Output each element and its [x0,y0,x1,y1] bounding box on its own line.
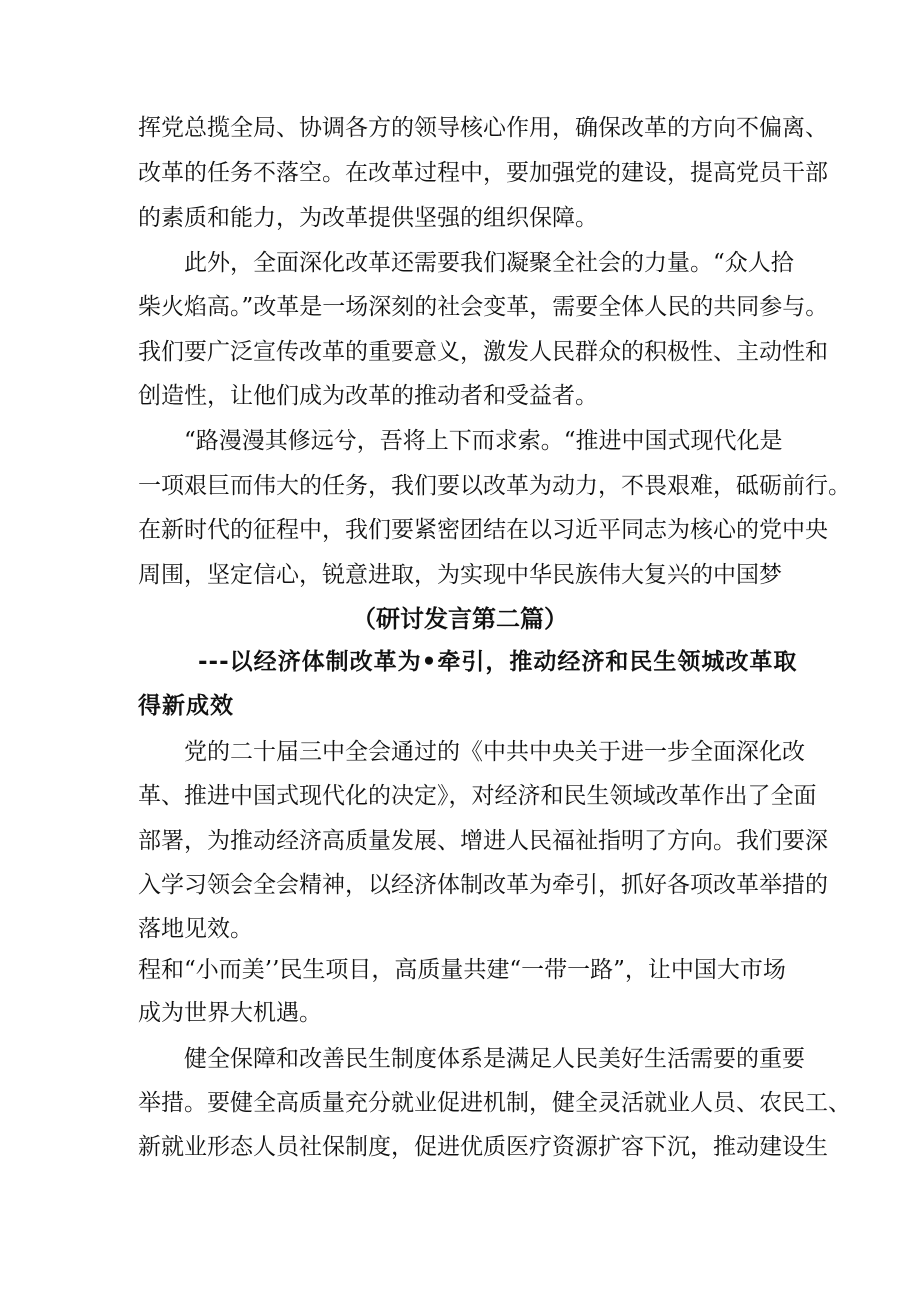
text-line: 一项艰巨而伟大的任务，我们要以改革为动力，不畏艰难，砥砺前行。 [138,473,851,499]
text-line: 创造性，让他们成为改革的推动者和受益者。 [138,383,598,409]
text-line: 改革的任务不落空。在改革过程中，要加强党的建设，提高党员干部 [138,160,828,186]
text-line: 健全保障和改善民生制度体系是满足人民美好生活需要的重要 [184,1046,805,1072]
text-line: 新就业形态人员社保制度，促进优质医疗资源扩容下沉，推动建设生 [138,1134,828,1160]
text-line: 部署，为推动经济高质量发展、增进人民福祉指明了方向。我们要深 [138,828,828,854]
text-line: 落地见效。 [138,916,253,942]
text-line: 我们要广泛宣传改革的重要意义，激发人民群众的积极性、主动性和 [138,339,828,365]
section-subtitle-continued: 得新成效 [138,693,234,719]
text-line: 周围，坚定信心，锐意进取，为实现中华民族伟大复兴的中国梦 [138,562,782,588]
text-line: 程和“小而美’’民生项目，高质量共建“一带一路”，让中国大市场 [138,957,786,983]
text-line: 入学习领会全会精神，以经济体制改革为牵引，抓好各项改革举措的 [138,872,828,898]
section-title: （研讨发言第二篇） [352,605,568,633]
section-subtitle: ---以经济体制改革为•牵引，推动经济和民生领城改革取 [198,649,798,675]
text-line: 此外，全面深化改革还需要我们凝聚全社会的力量。“众人拾 [184,250,794,276]
text-line: 党的二十届三中全会通过的《中共中央关于进一步全面深化改 [184,739,805,765]
text-line: 的素质和能力，为改革提供坚强的组织保障。 [138,205,598,231]
text-line: 举措。要健全高质量充分就业促进机制，健全灵活就业人员、农民工、 [138,1090,851,1116]
text-line: 挥党总揽全局、协调各方的领导核心作用，确保改革的方向不偏离、 [138,115,828,141]
text-line: 成为世界大机遇。 [138,1000,322,1026]
text-line: 柴火焰高。”改革是一场深刻的社会变革，需要全体人民的共同参与。 [138,294,829,320]
text-line: 革、推进中国式现代化的决定》，对经济和民生领域改革作出了全面 [138,783,817,809]
text-line: 在新时代的征程中，我们要紧密团结在以习近平同志为核心的党中央 [138,517,828,543]
text-line: “路漫漫其修远兮，吾将上下而求索。“推进中国式现代化是 [184,428,783,454]
